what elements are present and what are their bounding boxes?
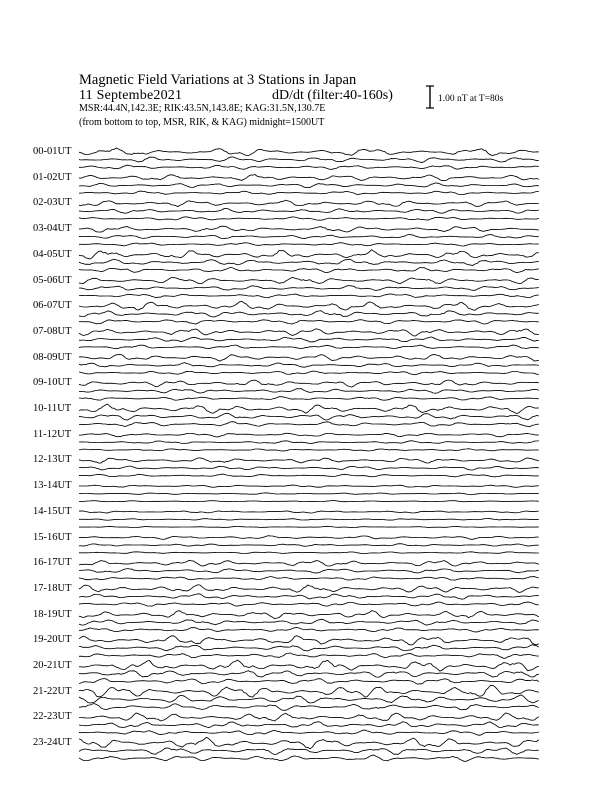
hour-label: 17-18UT: [33, 582, 72, 594]
trace-rik-01-02UT: [79, 183, 539, 188]
hour-label: 14-15UT: [33, 505, 72, 517]
trace-rik-12-13UT: [79, 466, 539, 470]
trace-rik-05-06UT: [79, 286, 539, 291]
trace-msr-23-24UT: [79, 755, 539, 761]
trace-rik-15-16UT: [79, 544, 539, 547]
trace-kag-13-14UT: [79, 485, 539, 487]
trace-kag-18-19UT: [79, 611, 539, 619]
hour-label: 16-17UT: [33, 557, 72, 569]
trace-msr-21-22UT: [79, 704, 539, 711]
hour-label: 02-03UT: [33, 197, 72, 209]
trace-order-note: (from bottom to top, MSR, RIK, & KAG) midnight=1500UT: [79, 117, 325, 128]
trace-rik-00-01UT: [79, 157, 539, 163]
trace-msr-03-04UT: [79, 243, 539, 246]
trace-msr-05-06UT: [79, 294, 539, 298]
hour-label: 06-07UT: [33, 300, 72, 312]
trace-rik-14-15UT: [79, 518, 539, 520]
trace-kag-15-16UT: [79, 536, 539, 540]
trace-kag-02-03UT: [79, 200, 539, 206]
hour-label: 09-10UT: [33, 377, 72, 389]
trace-kag-14-15UT: [79, 511, 539, 513]
hour-label: 10-11UT: [33, 403, 72, 414]
trace-rik-17-18UT: [79, 594, 539, 599]
trace-rik-11-12UT: [79, 441, 539, 444]
trace-kag-05-06UT: [79, 278, 539, 284]
trace-msr-00-01UT: [79, 165, 539, 169]
trace-kag-21-22UT: [79, 685, 539, 697]
hour-label: 04-05UT: [33, 248, 72, 260]
trace-rik-08-09UT: [79, 363, 539, 368]
trace-kag-17-18UT: [79, 585, 539, 593]
trace-rik-22-23UT: [79, 722, 539, 728]
scale-bar-label: 1.00 nT at T=80s: [438, 94, 504, 104]
hour-label: 23-24UT: [33, 737, 72, 749]
trace-kag-03-04UT: [79, 226, 539, 232]
trace-msr-13-14UT: [79, 501, 539, 502]
trace-msr-15-16UT: [79, 552, 539, 554]
trace-msr-14-15UT: [79, 526, 539, 527]
trace-msr-04-05UT: [79, 267, 539, 272]
trace-msr-07-08UT: [79, 345, 539, 349]
hour-label: 20-21UT: [33, 660, 72, 671]
hour-label: 19-20UT: [33, 634, 72, 646]
trace-kag-07-08UT: [79, 329, 539, 336]
trace-msr-11-12UT: [79, 449, 539, 451]
trace-rik-10-11UT: [79, 413, 539, 420]
chart-title: Magnetic Field Variations at 3 Stations in Japan: [79, 72, 357, 88]
trace-rik-20-21UT: [79, 671, 539, 678]
trace-msr-22-23UT: [79, 730, 539, 735]
trace-rik-13-14UT: [79, 493, 539, 495]
trace-rik-02-03UT: [79, 209, 539, 214]
hour-label: 15-16UT: [33, 531, 72, 543]
trace-kag-11-12UT: [79, 433, 539, 437]
trace-kag-10-11UT: [79, 404, 539, 414]
hour-label: 00-01UT: [33, 146, 72, 157]
hour-label: 08-09UT: [33, 351, 72, 363]
trace-msr-17-18UT: [79, 602, 539, 606]
trace-kag-22-23UT: [79, 713, 539, 721]
hour-label: 12-13UT: [33, 454, 72, 466]
hour-label: 05-06UT: [33, 274, 72, 286]
hour-label: 18-19UT: [33, 608, 72, 620]
trace-rik-21-22UT: [79, 695, 539, 703]
trace-msr-18-19UT: [79, 627, 539, 632]
trace-msr-19-20UT: [79, 653, 539, 658]
trace-kag-08-09UT: [79, 355, 539, 362]
trace-rik-04-05UT: [79, 259, 539, 265]
trace-kag-00-01UT: [79, 148, 539, 156]
trace-kag-16-17UT: [79, 560, 539, 566]
trace-msr-10-11UT: [79, 422, 539, 427]
trace-kag-01-02UT: [79, 175, 539, 181]
trace-msr-12-13UT: [79, 474, 539, 477]
trace-kag-12-13UT: [79, 458, 539, 463]
trace-msr-01-02UT: [79, 191, 539, 194]
trace-kag-06-07UT: [79, 301, 539, 310]
trace-rik-09-10UT: [79, 389, 539, 394]
trace-msr-02-03UT: [79, 217, 539, 220]
trace-rik-03-04UT: [79, 235, 539, 239]
chart-date: 11 Septembe2021: [79, 88, 183, 103]
trace-rik-07-08UT: [79, 337, 539, 342]
hour-label: 22-23UT: [33, 711, 72, 723]
trace-msr-06-07UT: [79, 320, 539, 324]
trace-kag-20-21UT: [79, 660, 539, 671]
hour-label: 03-04UT: [33, 223, 72, 235]
trace-rik-06-07UT: [79, 311, 539, 317]
trace-rik-23-24UT: [79, 748, 539, 755]
trace-msr-16-17UT: [79, 577, 539, 581]
trace-kag-19-20UT: [79, 636, 539, 645]
hour-label: 13-14UT: [33, 480, 72, 492]
trace-msr-20-21UT: [79, 679, 539, 685]
trace-msr-08-09UT: [79, 371, 539, 375]
trace-kag-04-05UT: [79, 250, 539, 259]
hour-label: 11-12UT: [33, 428, 72, 440]
trace-msr-09-10UT: [79, 397, 539, 401]
hour-label: 21-22UT: [33, 685, 72, 697]
hour-label: 01-02UT: [33, 171, 72, 183]
trace-rik-18-19UT: [79, 619, 539, 625]
trace-rik-19-20UT: [79, 645, 539, 651]
trace-rik-16-17UT: [79, 569, 539, 573]
scale-bar: [426, 86, 434, 108]
trace-group: [79, 148, 539, 761]
trace-kag-23-24UT: [79, 737, 539, 749]
station-coordinates: MSR:44.4N,142.3E; RIK:43.5N,143.8E; KAG:31.5N,130.7E: [79, 103, 326, 114]
trace-kag-09-10UT: [79, 380, 539, 387]
hour-label: 07-08UT: [33, 325, 72, 337]
chart-quantity-filter: dD/dt (filter:40-160s): [272, 88, 393, 103]
